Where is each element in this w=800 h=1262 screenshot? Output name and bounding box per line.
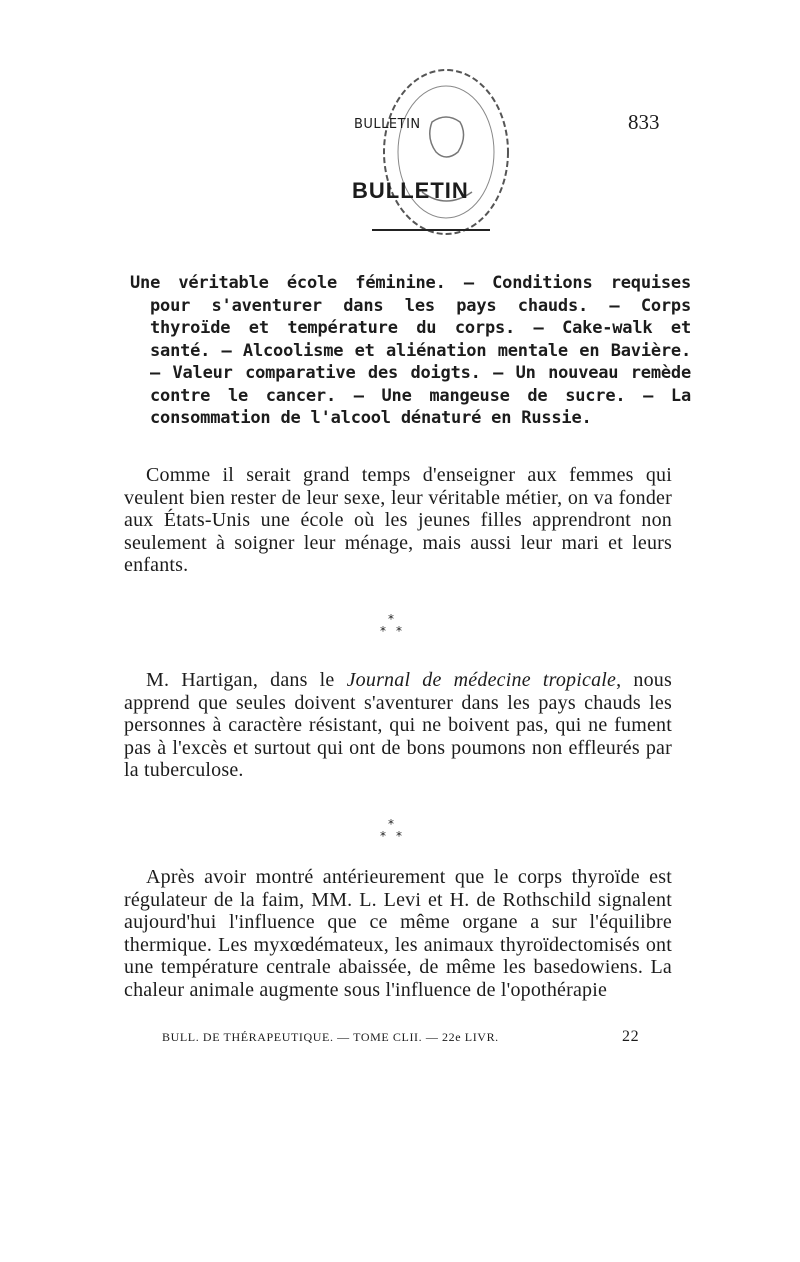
asterism-star: *	[388, 612, 394, 626]
paragraph-corps-thyroide	[124, 866, 672, 1002]
asterism-divider	[380, 612, 420, 652]
asterism-divider	[380, 817, 420, 857]
paragraph-text: M. Hartigan, dans le	[146, 669, 347, 691]
asterism-star: *	[388, 817, 394, 831]
asterism-star: *	[396, 829, 402, 843]
running-title: BULLETIN	[354, 117, 421, 132]
section-title: BULLETIN	[352, 178, 469, 203]
library-stamp-icon	[362, 62, 522, 247]
signature-number: 22	[622, 1028, 640, 1045]
paragraph-text: Comme il serait grand temps d'enseigner aux femmes qui veulent bien rester de leur sexe, leur véritable métier, on va fonder aux États-Unis une école où les jeunes filles apprendront non seulement à soigner leur ménage, mais aussi leur mari et leurs enfants.	[124, 464, 672, 577]
paragraph-text: Après avoir montré antérieurement que le corps thyroïde est régulateur de la faim, MM. L. Levi et H. de Rothschild signalent aujourd'hui l'influence que ce même organe a sur l'équilibre thermique. Les myxœdémateux, les animaux thyroïdectomisés ont une température centrale abaissée, de même les basedowiens. La chaleur animale augmente sous l'influence de l'opothérapie	[124, 866, 672, 1001]
journal-title: Journal de médecine tropicale	[346, 669, 617, 691]
asterism-star: *	[380, 624, 386, 638]
summary-abstract: Une véritable école féminine. — Conditions requises pour s'aventurer dans les pays chauds. — Corps thyroïde et température du corps. — Cake-walk et santé. — Alcoolisme et aliénation mentale en Bavière. — Valeur comparative des doigts. — Un nouveau remède contre le cancer. — Une mangeuse de sucre. — La consommation de l'alcool dénaturé en Russie.	[130, 273, 691, 428]
title-rule	[372, 229, 490, 231]
paragraph-pays-chauds	[124, 669, 672, 782]
asterism-star: *	[396, 624, 402, 638]
asterism-star: *	[380, 829, 386, 843]
paragraph-text: , nous apprend que seules doivent s'aventurer dans les pays chauds les personnes à caractère résistant, qui ne boivent pas, qui ne fument pas à l'excès et surtout qui ont de bons poumons non effleurés par la tuberculose.	[124, 669, 672, 782]
page-number: 833	[628, 110, 660, 134]
paragraph-ecole-feminine	[124, 464, 672, 577]
footer-citation: BULL. DE THÉRAPEUTIQUE. — TOME CLII. — 22e LIVR.	[162, 1030, 499, 1044]
